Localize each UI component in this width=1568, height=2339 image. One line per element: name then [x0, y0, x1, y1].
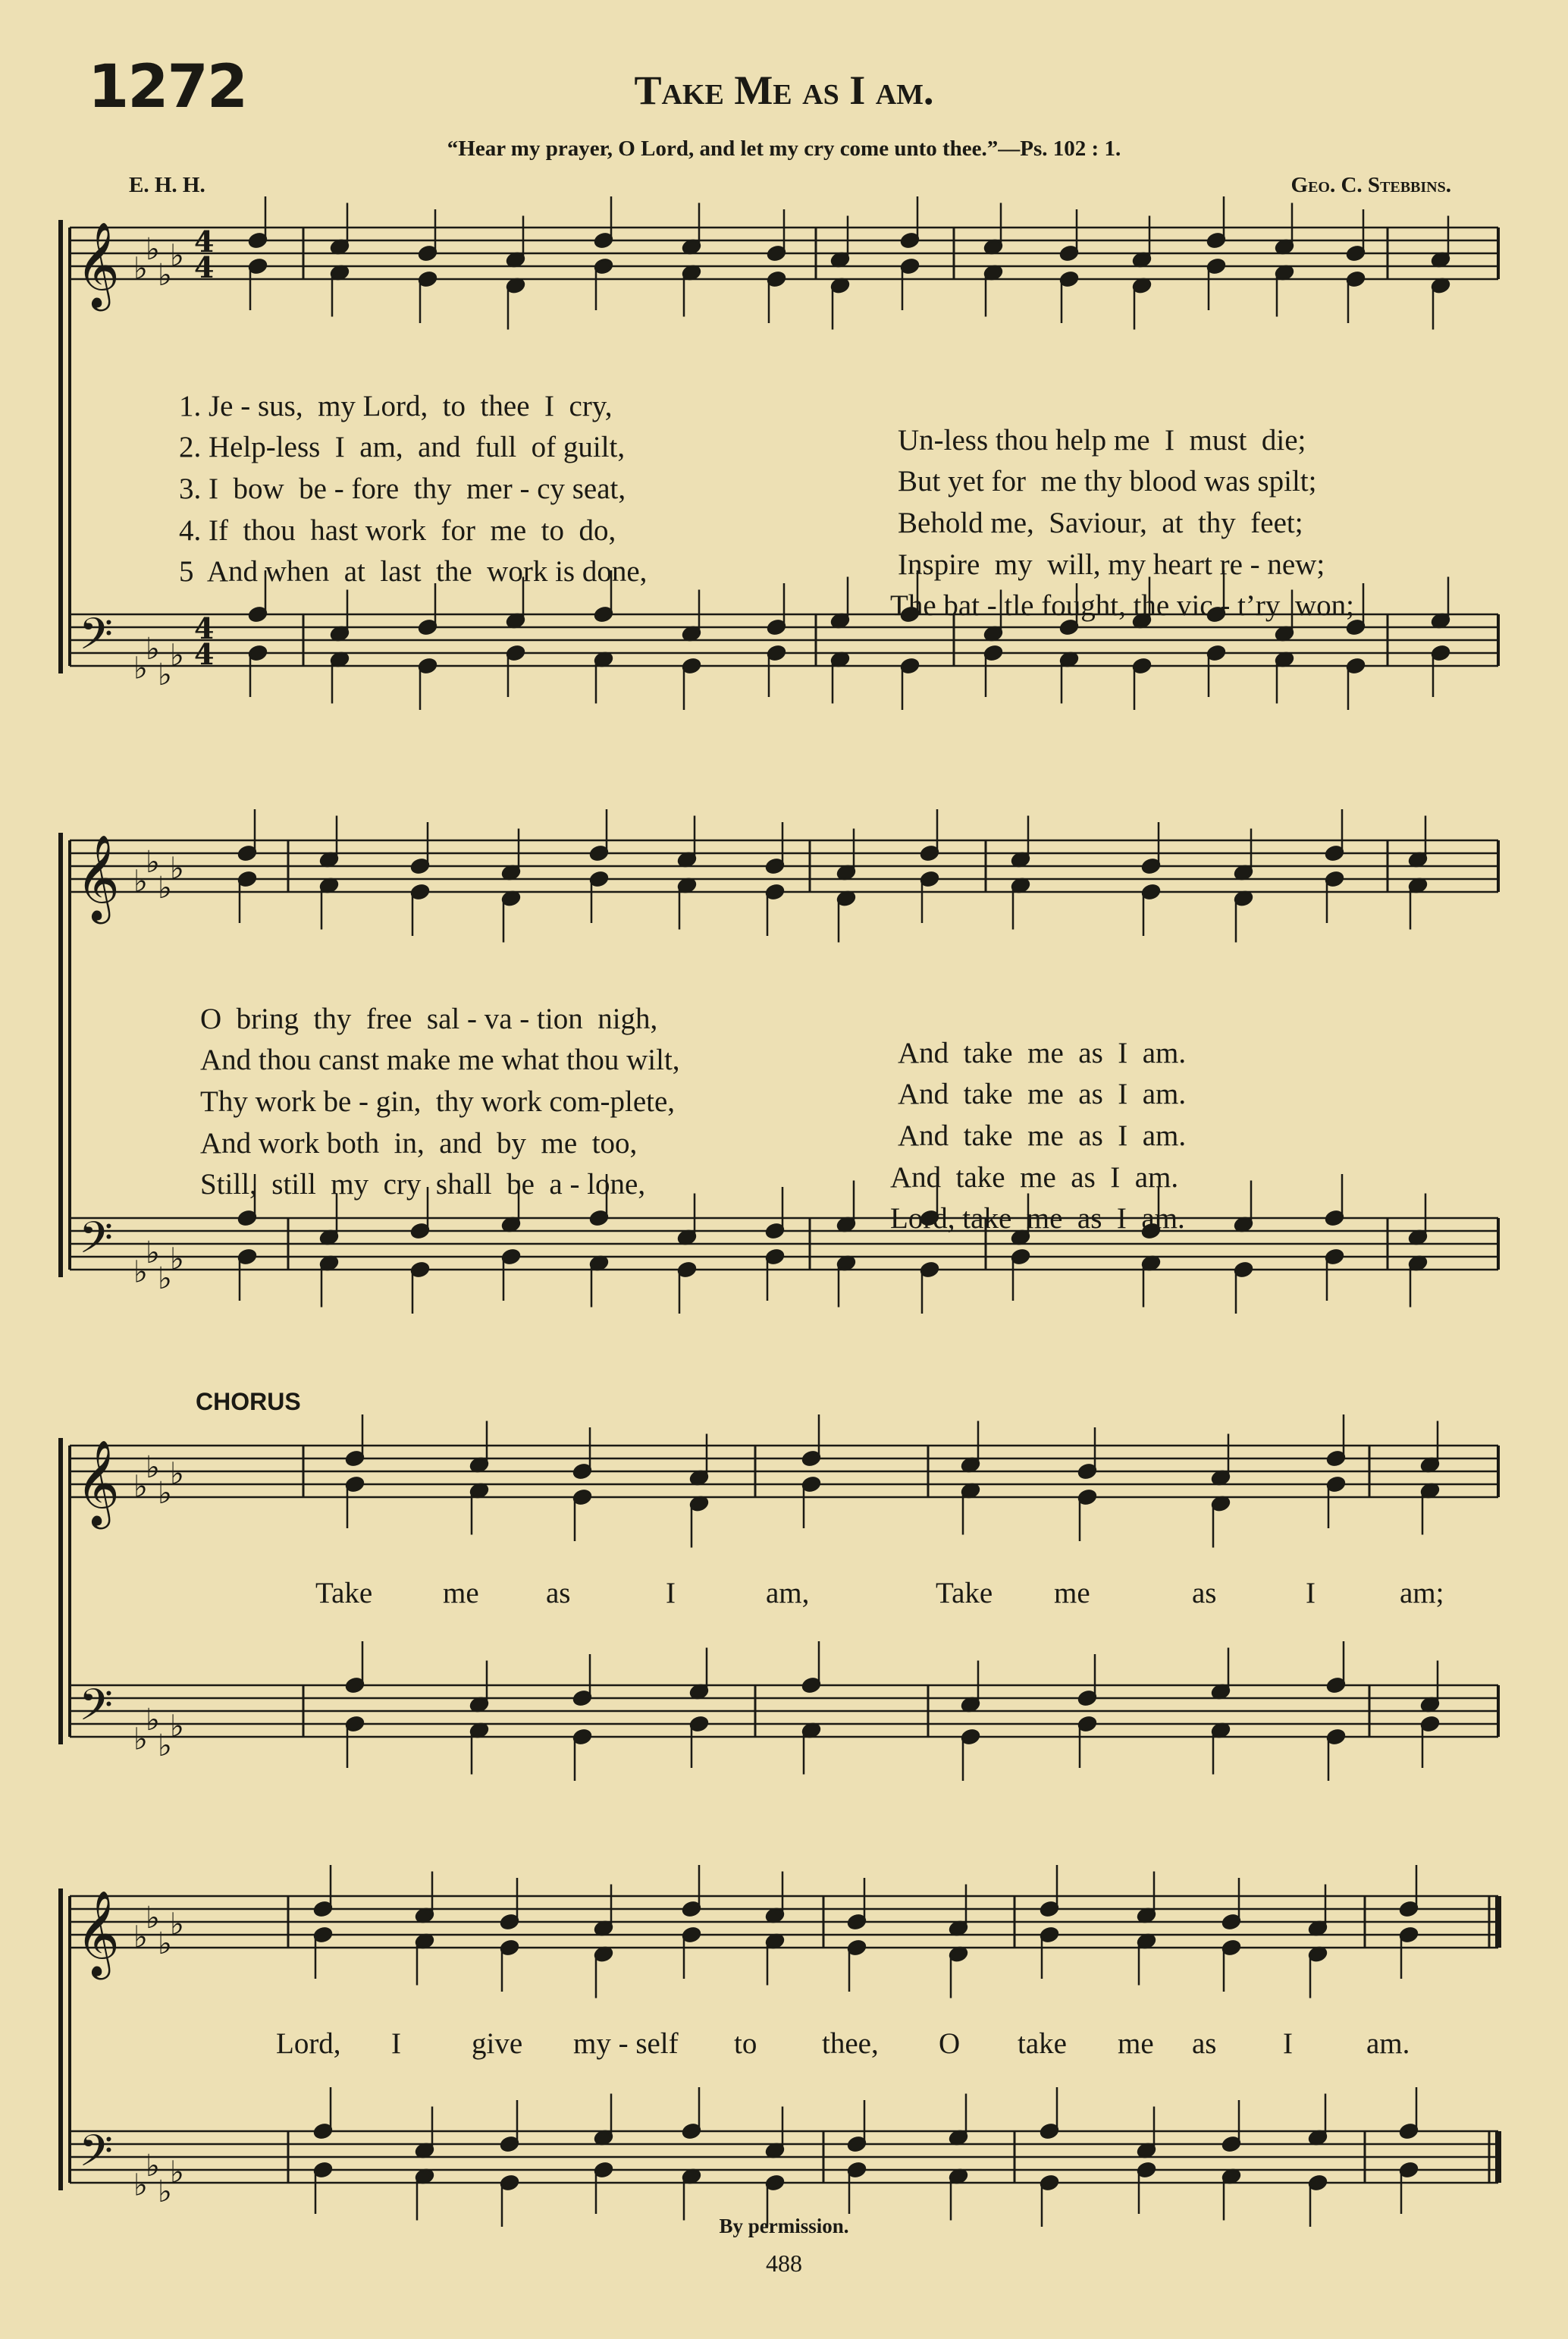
flat-sign: ♭	[170, 1456, 184, 1492]
verse-1-line-2-b: And take me as I am.	[898, 1037, 1187, 1069]
time-signature-bottom: 4	[194, 637, 215, 671]
verse-3-line-1-b: Behold me, Saviour, at thy feet;	[898, 507, 1303, 539]
chorus-line-2-word: me	[1118, 2027, 1154, 2060]
verse-2-line-1-b: But yet for me thy blood was spilt;	[898, 465, 1317, 498]
bass-clef-icon: 𝄢	[79, 2125, 114, 2187]
verse-2-line-2-b: And take me as I am.	[898, 1078, 1187, 1110]
verse-5-line-2	[0, 1133, 1568, 1270]
verse-1-line-1-b: Un-less thou help me I must die;	[898, 424, 1306, 457]
flat-sign: ♭	[170, 1242, 184, 1277]
flat-sign: ♭	[158, 1728, 172, 1763]
chorus-line-1-word: I	[1306, 1577, 1316, 1609]
chorus-line-2-word: I	[391, 2027, 401, 2060]
time-signature-top: 4	[194, 611, 215, 645]
permission-note: By permission.	[719, 2215, 849, 2237]
chorus-line-2-word: O	[939, 2027, 961, 2060]
flat-sign: ♭	[170, 638, 184, 673]
verse-3-line-2-a: Thy work be - gin, thy work com-plete,	[200, 1085, 676, 1118]
flat-sign: ♭	[158, 1926, 172, 1961]
verse-1-line-2-a: O bring thy free sal - va - tion nigh,	[200, 1003, 658, 1035]
flat-sign: ♭	[133, 251, 148, 287]
time-signature-bottom: 4	[194, 250, 215, 284]
treble-clef-icon: 𝄞	[76, 834, 120, 921]
flat-sign: ♭	[158, 258, 172, 293]
chorus-line-1-word: as	[1192, 1577, 1217, 1609]
flat-sign: ♭	[133, 1920, 148, 1955]
scripture-epigraph: “Hear my prayer, O Lord, and let my cry come unto thee.”—Ps. 102 : 1.	[447, 137, 1121, 161]
flat-sign: ♭	[146, 2149, 160, 2184]
chorus-line-2-word: Lord,	[276, 2027, 341, 2060]
flat-sign: ♭	[158, 1261, 172, 1296]
chorus-line-1-word: me	[1054, 1577, 1090, 1609]
chorus-line-1-word: am;	[1400, 1577, 1444, 1609]
chorus-line-2-word: I	[1283, 2027, 1293, 2060]
flat-sign: ♭	[146, 232, 160, 267]
chorus-line-2-word: as	[1192, 2027, 1217, 2060]
flat-sign: ♭	[133, 651, 148, 686]
flat-sign: ♭	[146, 632, 160, 667]
flat-sign: ♭	[146, 1235, 160, 1270]
chorus-line-1-word: me	[443, 1577, 479, 1609]
verse-3-line-1-a: 3. I bow be - fore thy mer - cy seat,	[179, 473, 626, 505]
chorus-line-1-word: I	[666, 1577, 676, 1609]
flat-sign: ♭	[158, 2174, 172, 2209]
flat-sign: ♭	[146, 1450, 160, 1485]
composer-credit: Geo. C. Stebbins.	[1290, 173, 1451, 197]
flat-sign: ♭	[133, 1469, 148, 1505]
verse-4-line-2-b: And take me as I am.	[890, 1161, 1179, 1194]
flat-sign: ♭	[170, 238, 184, 274]
chorus-line-2-word: give	[472, 2027, 523, 2060]
verse-2-line-1-a: 2. Help-less I am, and full of guilt,	[179, 431, 626, 463]
author-credit: E. H. H.	[129, 173, 205, 197]
verse-5-line-2-a: Still, still my cry shall be a - lone,	[200, 1168, 646, 1201]
verse-5-line-1	[0, 520, 1568, 657]
verse-1-line-1-a: 1. Je - sus, my Lord, to thee I cry,	[179, 390, 613, 422]
treble-clef-icon: 𝄞	[76, 1440, 120, 1526]
page-number: 488	[766, 2250, 802, 2277]
flat-sign: ♭	[170, 1709, 184, 1744]
bass-clef-icon: 𝄢	[79, 608, 114, 670]
flat-sign: ♭	[170, 2155, 184, 2190]
flat-sign: ♭	[146, 1901, 160, 1936]
verse-4-line-1-a: 4. If thou hast work for me to do,	[179, 514, 616, 547]
verse-5-line-1-b: The bat - tle fought, the vic - t’ry won;	[890, 589, 1354, 622]
flat-sign: ♭	[146, 1703, 160, 1738]
bass-clef-icon: 𝄢	[79, 1679, 114, 1741]
flat-sign: ♭	[158, 871, 172, 906]
verse-4-line-1-b: Inspire my will, my heart re - new;	[898, 548, 1325, 581]
flat-sign: ♭	[170, 1907, 184, 1942]
chorus-label: CHORUS	[196, 1388, 301, 1415]
verse-5-line-2-b: Lord, take me as I am.	[890, 1202, 1185, 1235]
flat-sign: ♭	[133, 864, 148, 899]
verse-2-line-2-a: And thou canst make me what thou wilt,	[200, 1044, 680, 1076]
chorus-line-2-word: am.	[1366, 2027, 1410, 2060]
chorus-line-2-word: my - self	[573, 2027, 679, 2060]
chorus-line-1-word: Take	[936, 1577, 993, 1609]
bass-clef-icon: 𝄢	[79, 1212, 114, 1274]
flat-sign: ♭	[133, 2168, 148, 2203]
flat-sign: ♭	[158, 658, 172, 692]
chorus-line-1-word: as	[546, 1577, 571, 1609]
chorus-line-1-word: am,	[766, 1577, 810, 1609]
flat-sign: ♭	[146, 845, 160, 880]
verse-4-line-2-a: And work both in, and by me too,	[200, 1127, 638, 1160]
time-signature-top: 4	[194, 224, 215, 259]
chorus-line-1-word: Take	[315, 1577, 373, 1609]
treble-clef-icon: 𝄞	[76, 1890, 120, 1976]
verse-3-line-2-b: And take me as I am.	[898, 1119, 1187, 1152]
treble-clef-icon: 𝄞	[76, 221, 120, 308]
flat-sign: ♭	[133, 1254, 148, 1290]
hymn-number: 1272	[88, 53, 247, 121]
hymn-title: Take Me as I am.	[634, 68, 934, 113]
flat-sign: ♭	[170, 851, 184, 887]
chorus-line-2-word: to	[734, 2027, 757, 2060]
flat-sign: ♭	[158, 1476, 172, 1511]
chorus-line-2-word: thee,	[822, 2027, 879, 2060]
chorus-line-2-word: take	[1018, 2027, 1067, 2060]
flat-sign: ♭	[133, 1722, 148, 1757]
verse-5-line-1-a: 5 And when at last the work is done,	[179, 555, 648, 588]
